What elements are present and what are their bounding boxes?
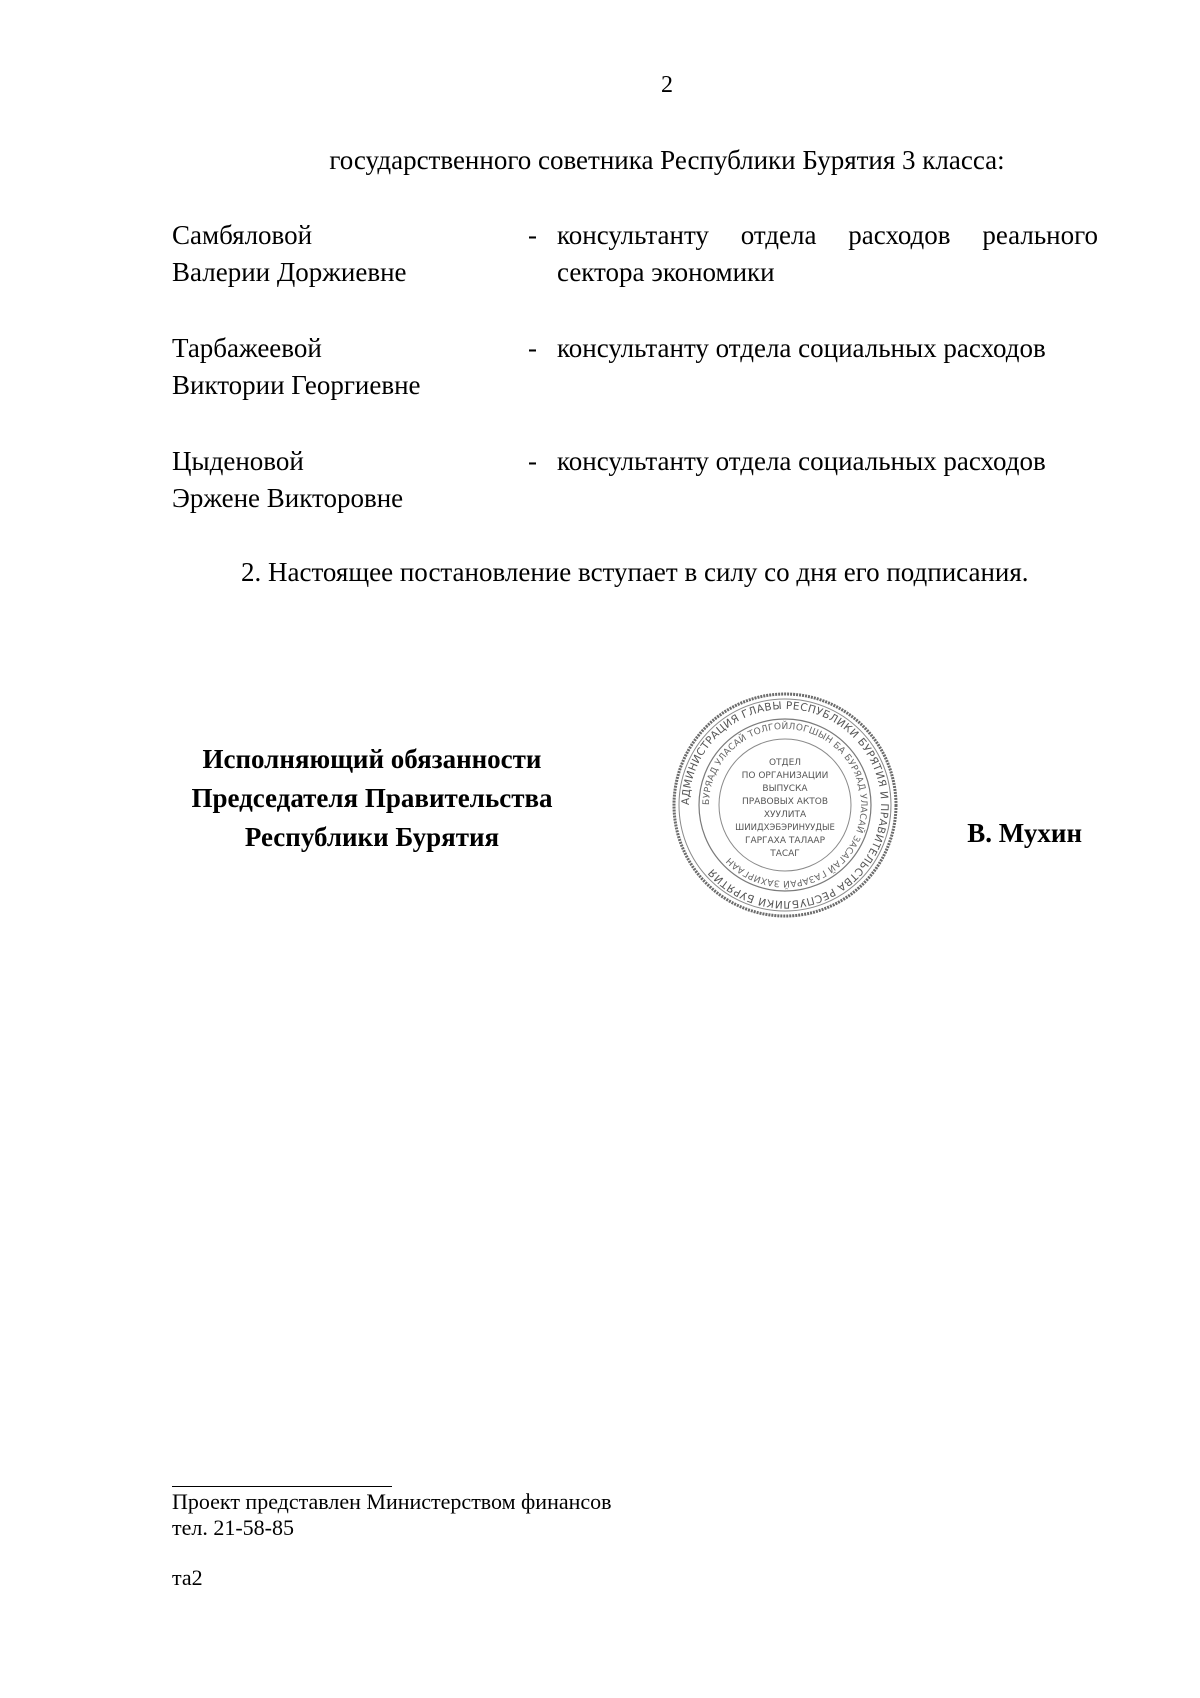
signatory-name: В. Мухин [967, 818, 1082, 848]
seal-outer-text: АДМИНИСТРАЦИЯ ГЛАВЫ РЕСПУБЛИКИ БУРЯТИЯ И ПРАВИТЕЛЬСТВА РЕСПУБЛИКИ БУРЯТИЯ [679, 699, 891, 911]
seal-center-line: ОТДЕЛ [768, 758, 802, 768]
appointee-surname: Самбяловой [172, 220, 313, 250]
signatory-title-line: Республики Бурятия [244, 822, 500, 852]
appointee-given-names: Эржене Викторовне [172, 483, 404, 513]
appointee-name [172, 330, 502, 404]
page-number: 2 [661, 72, 673, 98]
appointee-name [172, 217, 502, 291]
seal-center-line: ПРАВОВЫХ АКТОВ [741, 797, 829, 807]
signatory-title [172, 740, 572, 857]
appointee-surname: Тарбажеевой [172, 333, 322, 363]
appointee-dash: - [528, 333, 537, 363]
appointee-position: консультанту отдела расходов реального сектора экономики [557, 220, 1098, 287]
seal-center-line: ГАРГАХА ТАЛААР [744, 836, 826, 846]
seal-center-line: ТАСАГ [770, 849, 800, 859]
footnote-line: Проект представлен Министерством финансов [172, 1489, 612, 1514]
signatory-title-line: Исполняющий обязанности [202, 744, 542, 774]
appointee-position: консультанту отдела социальных расходов [557, 333, 1046, 363]
appointee-dash: - [528, 446, 537, 476]
seal-center-line: ШИИДХЭБЭРИНУУДЫЕ [735, 823, 835, 833]
seal-center-line: ХУУЛИТА [763, 810, 807, 820]
footnote [172, 1489, 612, 1541]
appointee-surname: Цыденовой [172, 446, 304, 476]
appointee-given-names: Валерии Доржиевне [172, 257, 407, 287]
seal-center-line: ВЫПУСКА [762, 784, 808, 794]
rank-heading: государственного советника Республики Бурятия 3 класса: [329, 145, 1005, 175]
footnote-line: тел. 21-58-85 [172, 1515, 295, 1540]
seal-inner-text: БУРЯАД УЛАСАЙ ТОЛГОЙЛОГШЫН БА БУРЯАД УЛАСАЙ ЗАСАГАЙ ГАЗАРАЙ ЗАХИРГААН [701, 721, 869, 889]
signatory-title-line: Председателя Правительства [191, 783, 553, 813]
clause-2: 2. Настоящее постановление вступает в силу со дня его подписания. [241, 557, 1029, 587]
document-code: та2 [172, 1565, 203, 1590]
appointee-position: консультанту отдела социальных расходов [557, 446, 1046, 476]
appointee-name [172, 443, 502, 517]
footnote-divider [172, 1486, 392, 1487]
official-seal [670, 690, 900, 920]
appointee-given-names: Виктории Георгиевне [172, 370, 421, 400]
seal-center-line: ПО ОРГАНИЗАЦИИ [741, 771, 829, 781]
appointee-dash: - [528, 220, 537, 250]
